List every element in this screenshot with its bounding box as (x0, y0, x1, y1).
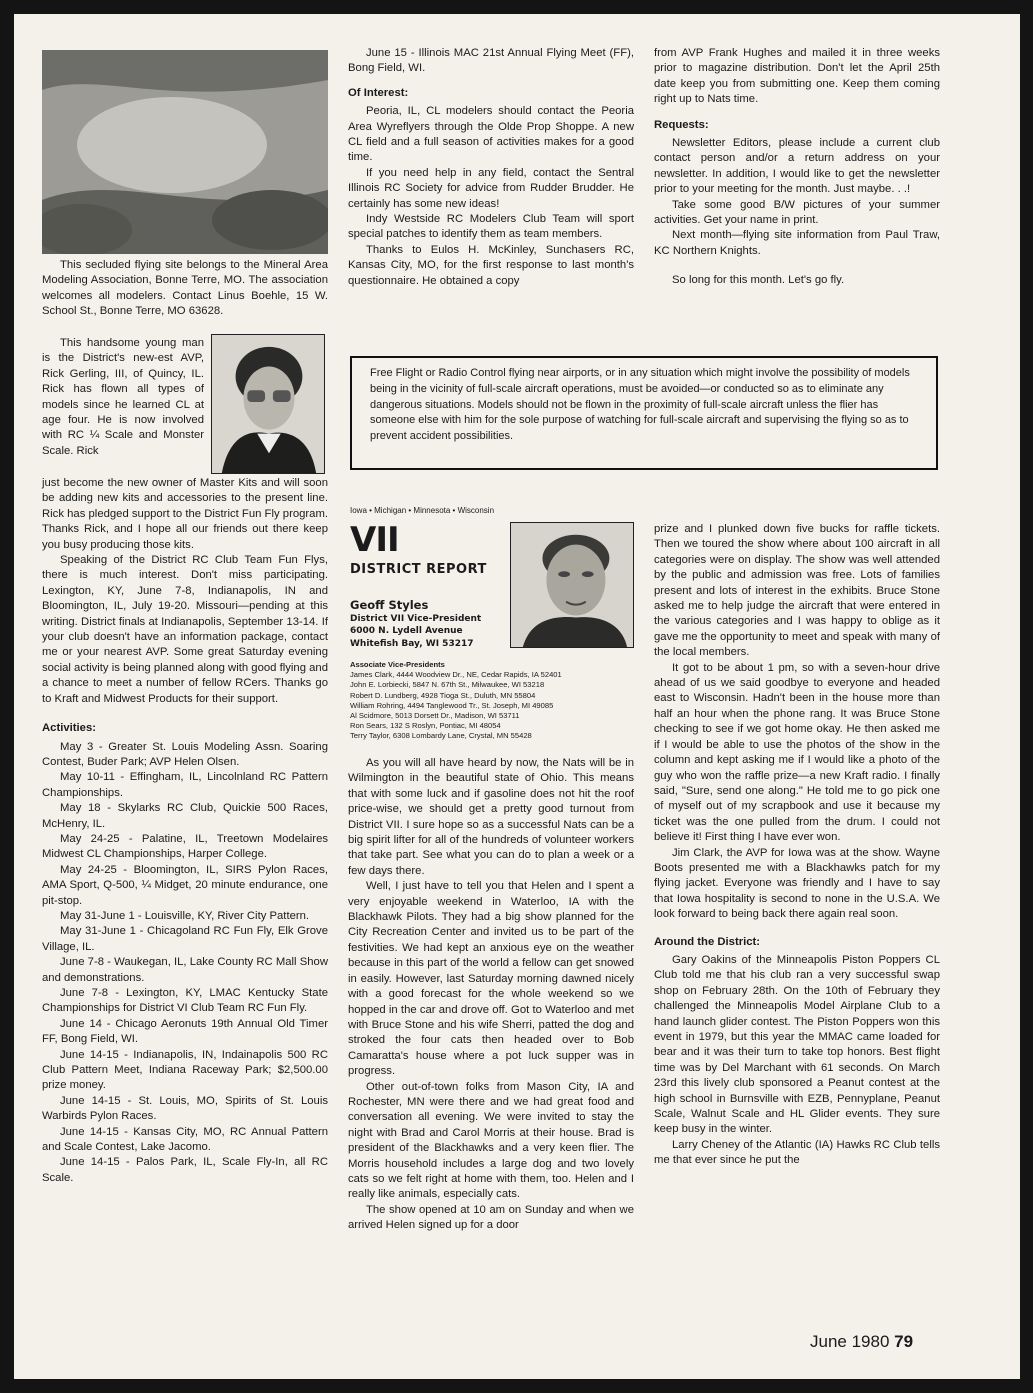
activity-item: June 14-15 - Palos Park, IL, Scale Fly-In, all RC Scale. (42, 1156, 328, 1184)
vp-line: 6000 N. Lydell Avenue (350, 626, 463, 637)
report-paragraph: As you will all have heard by now, the Nats will be in Wilmington in the beautiful state of Ohio. This means that with some luck and if gasoline does not hit the roof price-wise, we should get a pretty good turnout from District VII. I sure hope so as a successful Nats can be a big spirit lifter for all of the hundreds of volunteer workers that take part. See what you can do to plan a week or a few days there. (348, 757, 634, 877)
activities-heading: Activities: (42, 722, 96, 735)
district-number: VII (350, 520, 399, 560)
associate-vp: Ron Sears, 132 S Roslyn, Pontiac, MI 48054 (350, 721, 501, 731)
activity-item: May 10-11 - Effingham, IL, Lincolnland RC Pattern Championships. (42, 771, 328, 799)
activity-item: May 31-June 1 - Chicagoland RC Fun Fly, Elk Grove Village, IL. (42, 925, 328, 953)
rick-caption-part2: just become the new owner of Master Kits and will soon be adding new kits and accessories to the present line. Rick has pledged support to the District Fun Fly program. Thanks Rick, and I hope all our friends out there keep you busy producing those kits. (42, 477, 328, 551)
associate-vp: Robert D. Lundberg, 4928 Tioga St., Duluth, MN 55804 (350, 690, 536, 700)
rick-caption-part1: This handsome young man is the District's new-est AVP, Rick Gerling, III, of Quincy, IL. Rick has flown all types of models since he learned CL at age four. He is now involved with RC ¼ Scale and Monster Scale. Rick (42, 337, 204, 457)
interest-item: Thanks to Eulos H. McKinley, Sunchasers RC, Kansas City, MO, for the first response to last month's questionnaire. He obtained a copy (348, 243, 634, 287)
geoff-styles-photo (510, 522, 634, 648)
activity-item: May 24-25 - Bloomington, IL, SIRS Pylon Races, AMA Sport, Q-500, ¼ Midget, 20 minute endurance, one pit-stop. (42, 863, 328, 907)
vp-line: Whitefish Bay, WI 53217 (350, 638, 474, 649)
column-1 (42, 258, 328, 320)
of-interest-heading: Of Interest: (348, 86, 409, 99)
rick-caption-wrap (42, 336, 204, 459)
column-2-top (348, 46, 634, 289)
report-paragraph: Gary Oakins of the Minneapolis Piston Poppers CL Club told me that his club ran a very successful swap shop on February 28th. On the 10th of February they challenged the Minneapolis Model Airplane Club to a hand launch glider contest. The Piston Poppers won this event in 1979, but this year the MMAC came loaded for bear and it was their turn to take top honors. Best flight time was by Del Marchant with 61 seconds. On March 23rd this lively club sponsored a Peanut contest at the high school in Burnsville with EZB, Pennyplane, Peanut Scale, Walnut Scale and HL Glider events. They sure keep busy in the winter. (654, 953, 940, 1136)
activity-item: June 14 - Chicago Aeronuts 19th Annual Old Timer FF, Bong Field, WI. (42, 1017, 328, 1046)
flying-site-photo (42, 50, 328, 254)
questionnaire-continued: from AVP Frank Hughes and mailed it in three weeks prior to magazine distribution. Don't let the April 25th date keep you from submitting one. Keep them coming right up to Nats time. (654, 47, 940, 106)
associate-vp: John E. Lorbiecki, 5847 N. 67th St., Milwaukee, WI 53218 (350, 680, 545, 690)
column-3-top (654, 46, 940, 289)
funfly-paragraph: Speaking of the District RC Club Team Fun Flys, there is much interest. Don't miss participating. Lexington, KY, June 7-8, Indianapolis, IN and Bloomington, IL, July 19-20. Missouri—pending at this writing. District finals at Indianapolis, September 13-14. If your club doesn't have an information package, contact me or your nearest AVP. Some great Saturday evening social activity is being planned along with good flying and a chance to meet a number of fellow RCers. Thanks go to Kraft and Midwest Products for their support. (42, 554, 328, 705)
vp-address (350, 613, 481, 650)
associate-vp: James Clark, 4444 Woodview Dr., NE, Cedar Rapids, IA 52401 (350, 670, 562, 680)
issue-date: June 1980 (810, 1332, 890, 1351)
report-paragraph: prize and I plunked down five bucks for raffle tickets. Then we toured the show where about 100 aircraft in all categories were on display. The show was well attended by the public and admission was free. Lots of families present and lots of interest in the exhibits. Bruce Stone asked me to help judge the aircraft that were entered in the various categories and I was happy to oblige as it gave me the opportunity to meet and speak with many of the local members. (654, 523, 940, 659)
associate-vp: Al Scidmore, 5013 Dorsett Dr., Madison, WI 53711 (350, 711, 520, 721)
request-item: Take some good B/W pictures of your summer activities. Get your name in print. (654, 198, 940, 227)
report-column-2 (654, 522, 940, 1169)
magazine-page (14, 14, 1020, 1379)
associate-vp: William Rohring, 4494 Tanglewood Tr., St. Joseph, MI 49085 (350, 700, 554, 710)
safety-notice-text: Free Flight or Radio Control flying near airports, or in any situation which might involve the possibility of models being in the vicinity of full-scale aircraft operations, must be avoided—or conducted so as to eliminate any dangerous situations. Models should not be flown in the proximity of full-scale aircraft unless the flier has someone else with him for the sole purpose of watching for full-scale aircraft and supervising the flying so as to prevent accident possibilities. (370, 367, 910, 443)
activity-item: May 31-June 1 - Louisville, KY, River City Pattern. (60, 909, 310, 922)
activity-item: May 18 - Skylarks RC Club, Quickie 500 Races, McHenry, IL. (42, 802, 328, 830)
associate-vps-label: Associate Vice-Presidents (350, 660, 445, 669)
vp-name: Geoff Styles (350, 598, 429, 612)
activity-item: May 24-25 - Palatine, IL, Treetown Modelaires Midwest CL Championships, Harper College. (42, 832, 328, 861)
activity-item: June 7-8 - Waukegan, IL, Lake County RC Mall Show and demonstrations. (42, 956, 328, 984)
page-footer (810, 1332, 913, 1352)
request-item: Newsletter Editors, please include a current club contact person and/or a return address on your newsletter. In addition, I would like to get the newsletter prior to your meeting for the month. Just maybe. . .! (654, 137, 940, 196)
activity-item: June 7-8 - Lexington, KY, LMAC Kentucky State Championships for District VI Club Team RC Fun Fly. (42, 987, 328, 1015)
interest-item: Indy Westside RC Modelers Club Team will sport special patches to identify them as team members. (348, 213, 634, 241)
page-number: 79 (894, 1332, 914, 1351)
district-report-title: DISTRICT REPORT (350, 562, 487, 577)
activity-item: June 14-15 - St. Louis, MO, Spirits of St. Louis Warbirds Pylon Races. (42, 1094, 328, 1123)
rick-gerling-photo (211, 334, 325, 474)
vp-line: District VII Vice-President (350, 614, 482, 624)
request-item: Next month—flying site information from Paul Traw, KC Northern Knights. (654, 229, 940, 257)
report-paragraph: Larry Cheney of the Atlantic (IA) Hawks RC Club tells me that ever since he put the (654, 1138, 940, 1167)
interest-item: Peoria, IL, CL modelers should contact the Peoria Area Wyreflyers through the Olde Prop Shoppe. A new CL field and a full season of activities makes for a good time. (348, 105, 634, 164)
column-1-lower (42, 476, 328, 1186)
report-column-1 (348, 756, 634, 1234)
activity-item: May 3 - Greater St. Louis Modeling Assn. Soaring Contest, Buder Park; AVP Helen Olsen. (42, 740, 328, 768)
report-paragraph: Jim Clark, the AVP for Iowa was at the show. Wayne Boots presented me with a Blackhawks patch for my flying jacket. Everyone was friendly and I have to say that Iowa hospitality is second to none in the U.S.A. We look forward to being back there again real soon. (654, 846, 940, 921)
activity-item: June 14-15 - Kansas City, MO, RC Annual Pattern and Scale Contest, Lake Jacomo. (42, 1125, 328, 1154)
report-paragraph: Well, I just have to tell you that Helen and I spent a very enjoyable weekend in Waterloo, IA with the Blackhawk Pilots. They had a big show planned for the City Recreation Center and invited us to be part of the festivities. We had kept an anxious eye on the weather because in this part of the world a fellow can get snowed in easily. However, last Saturday morning dawned nicely with a good forecast for the whole weekend so we hopped in the car and drove off. Got to Waterloo and met with Bruce Stone and his wife Sherri, patted the dog and stroked the four cats then headed over to Bob Camaratta's house where a pot luck supper was in progress. (348, 880, 634, 1078)
district-states: Iowa • Michigan • Minnesota • Wisconsin (350, 506, 495, 515)
interest-item: If you need help in any field, contact the Sentral Illinois RC Society for advice from Rudder Brudder. He certainly has some new ideas! (348, 166, 634, 210)
requests-heading: Requests: (654, 118, 709, 131)
report-paragraph: The show opened at 10 am on Sunday and when we arrived Helen signed up for a door (348, 1203, 634, 1232)
signoff: So long for this month. Let's go fly. (672, 274, 845, 287)
report-paragraph: Other out-of-town folks from Mason City, IA and Rochester, MN were there and we had great food and conversation all evening. We were invited to stay the night with Brad and Carol Morris at their house. Brad is president of the Blackhawks and a very keen flier. The Morris household includes a large dog and two lovely cats so we felt right at home with them, too. Helen and I really like animals, especially cats. (348, 1080, 634, 1201)
activity-item: June 14-15 - Indianapolis, IN, Indainapolis 500 RC Club Pattern Meet, Indiana Raceway Park; $2,500.00 prize money. (42, 1048, 328, 1092)
safety-notice-box (350, 356, 938, 470)
report-paragraph: It got to be about 1 pm, so with a seven-hour drive ahead of us we said goodbye to everyone and headed east to Wisconsin. Hadn't been in the house more than half an hour when the phone rang. It was Bruce Stone checking to see if we got home okay. He then asked me if I would be able to use the photos of the show in the column and kept asking me if I would like a photo of the guy who won the raffle prize—a new Kraft radio. I finally said, "Sure, send one along." He told me to go pick one of myself out of my scrapbook and use it because my ticket was the one pulled from the drum. I could not believe it! First thing I have ever won. (654, 661, 940, 844)
activity-item: June 15 - Illinois MAC 21st Annual Flying Meet (FF), Bong Field, WI. (348, 47, 634, 75)
associate-vps (350, 660, 646, 742)
field-photo-caption: This secluded flying site belongs to the Mineral Area Modeling Association, Bonne Terre, MO. The association welcomes all modelers. Contact Linus Boehle, 15 W. School St., Bonne Terre, MO 63628. (42, 259, 328, 318)
associate-vp: Terry Taylor, 6308 Lombardy Lane, Crystal, MN 55428 (350, 731, 532, 741)
around-district-heading: Around the District: (654, 935, 761, 948)
